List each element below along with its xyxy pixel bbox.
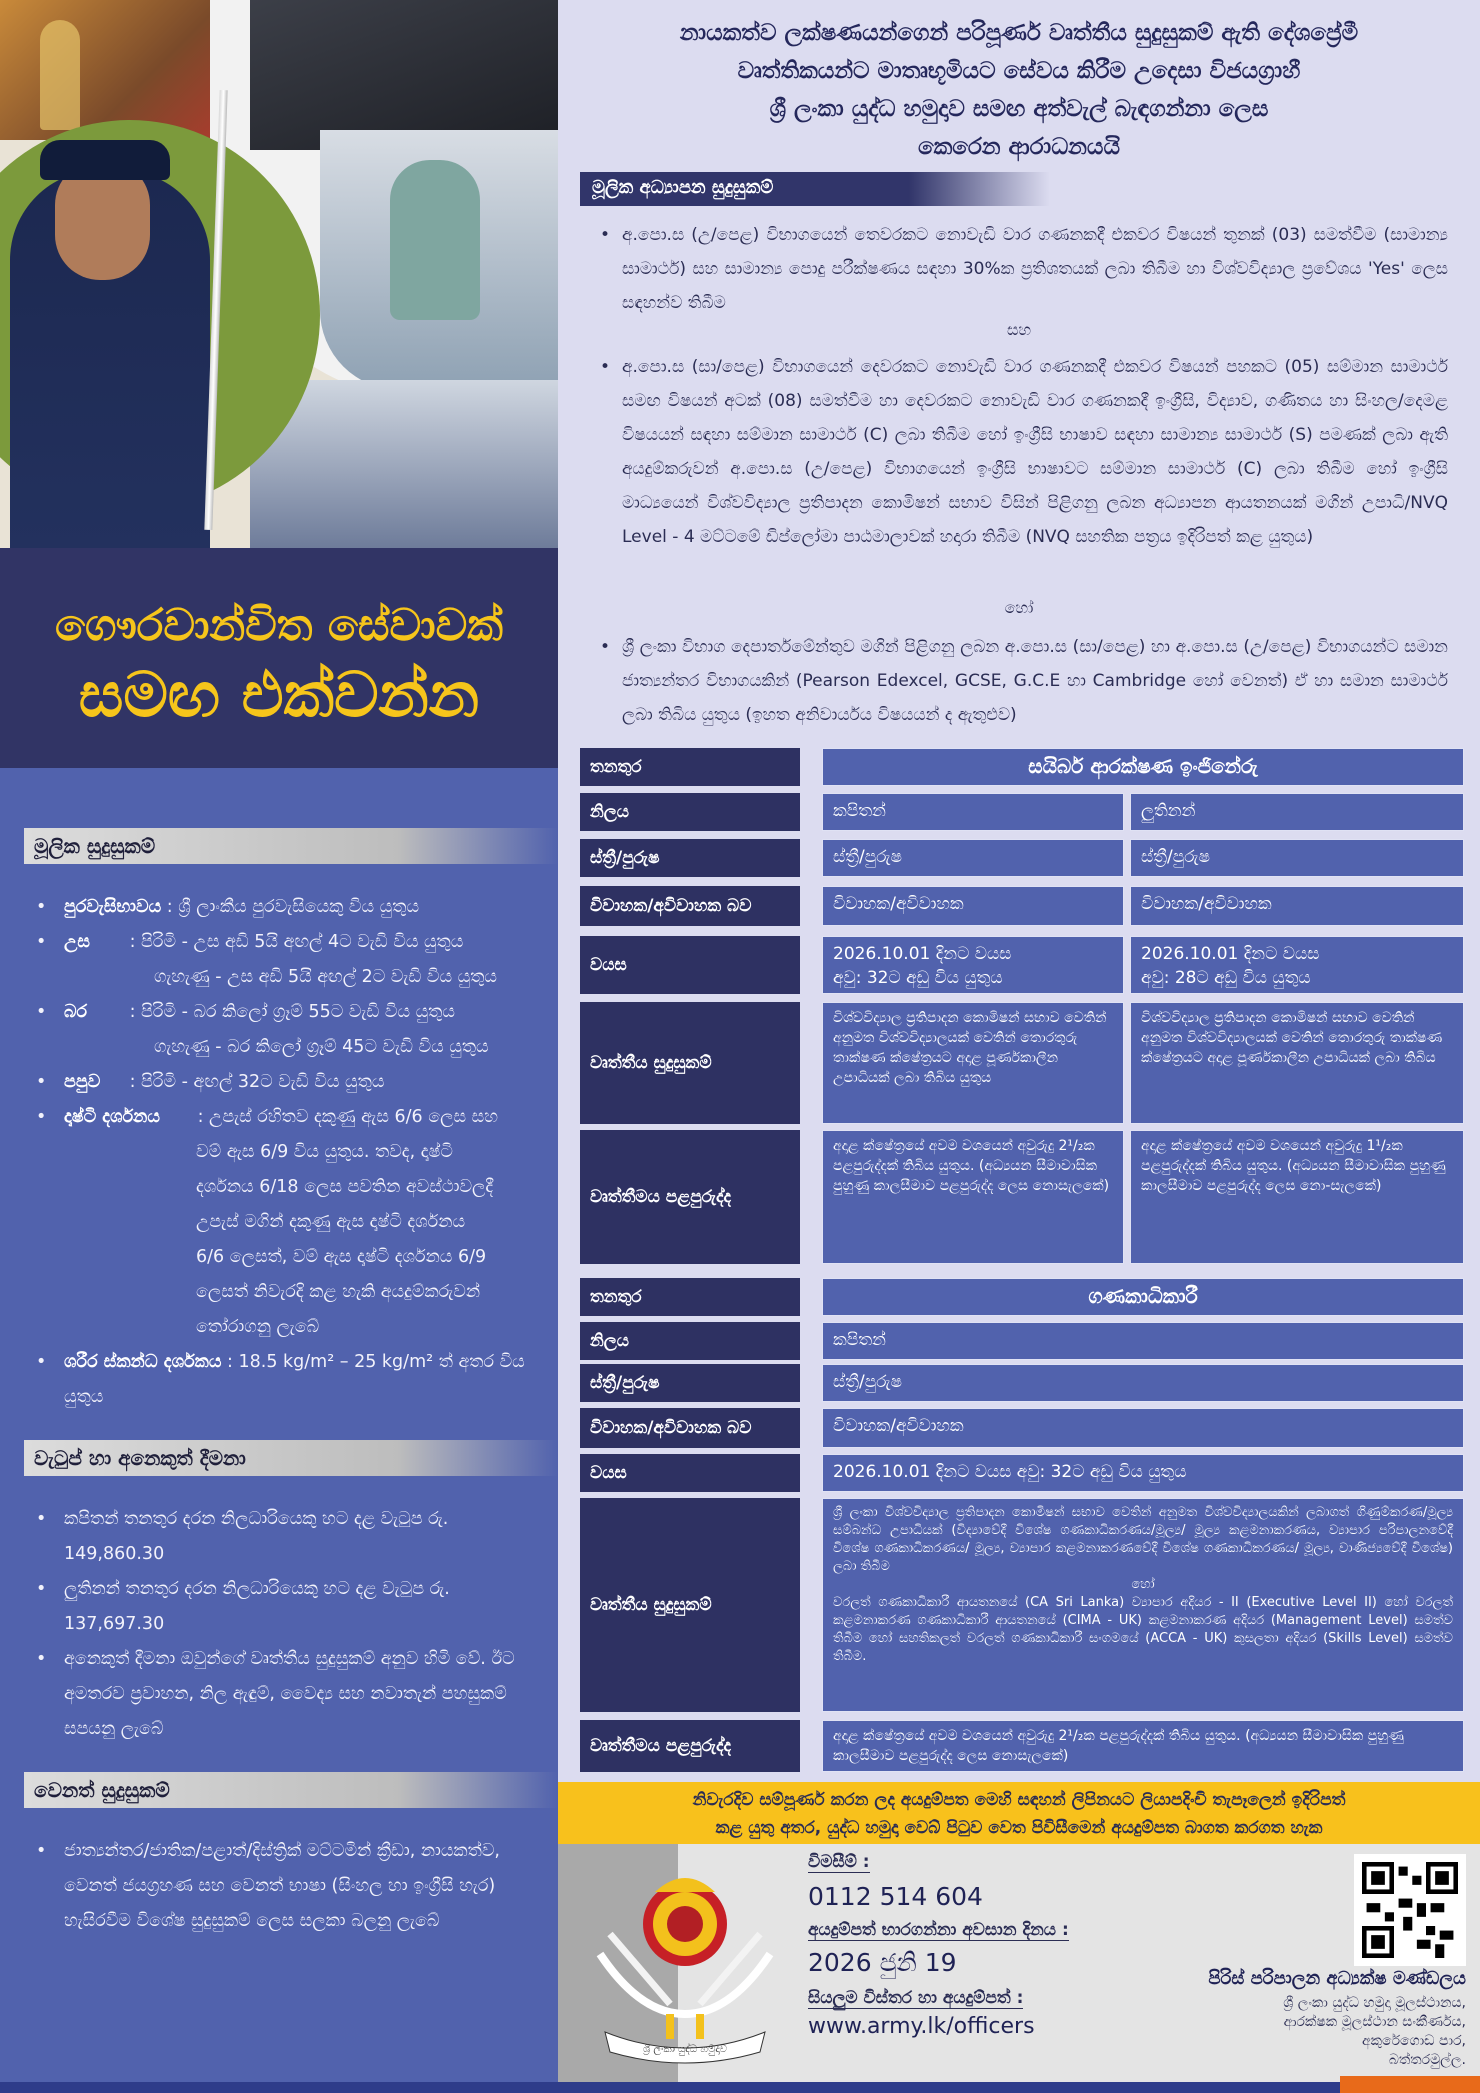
label-experience: වෘත්තීමය පළපුරුද්ද [580,1130,800,1264]
vision-line: උපැස් මගින් දකුණු ඇස දෘෂ්ටි දර්ශනය [196,1212,466,1232]
dancers-photo [0,0,235,140]
citizenship-value: : ශ්‍රී ලාංකීය පුරවැසියෙකු විය යුතුය [166,897,420,917]
other-qualification-item: • ජාත්‍යන්තර/ජාතික/පළාත්/දිස්ත්‍රික් මට්ටමින් ක්‍රීඩා, නායකත්ව, වෙනත් ජයග්‍රහණ සහ වෙනත් භාෂා (සිංහල හා ඉංග්‍රීසි හැර) හැසිරවීම විශේෂ සුදුසුකම් ලෙස සලකා බලනු ලැබේ [34,1834,538,1939]
accountant-age: 2026.10.01 දිනට වයස අවු: 32ට අඩු විය යුතුය [822,1454,1464,1492]
education-text: • අ.පො.ස (සා/පෙළ) විභාගයෙන් දෙවරකට නොවැඩි වාර ගණනකදී එකවර විෂයන් පහකට (05) සම්මාන සාමාර්ථ සමඟ විෂයන් අටක් (08) සමත්වීම හා දෙවරකට නොවැඩි වාර ගණනකදී ඉංග්‍රීසි, විද්‍යාව, ගණිතය හා සිංහල/දෙමළ විෂයයන් සඳහා සම්මාන සාමාර්ථ (C) ලබා තිබීම හෝ ඉංග්‍රීසි භාෂාව සඳහා සාමාන්‍ය සාමාර්ථ (S) පමණක් ලබා ඇති අයදුම්කරුවන් අ.පො.ස (උ/පෙළ) විභාගයෙන් ඉංග්‍රීසි භාෂාවට සම්මාන සාමාර්ථ (C) ලබා තිබීම හෝ ඉංග්‍රීසි මාධ්‍යයෙන් විශ්වවිද්‍යාල ප්‍රතිපාදන කොමිෂන් සභාව විසින් පිළිගනු ලබන අධ්‍යාපන ආයතනයක් මගින් උපාධි/NVQ Level - 4 මට්ටමේ ඩිප්ලෝමා පාඨමාලාවක් හදාරා තිබීම (NVQ සහතික පත්‍රය ඉදිරිපත් කළ යුතුය) [598,350,1448,554]
vision-line: තෝරාගනු ලැබේ [196,1317,320,1337]
bmi-label: ශරීර ස්කන්ධ දර්ශකය [64,1352,222,1372]
phone-number[interactable]: 0112 514 604 [808,1882,983,1911]
vision-line: දර්ශනය 6/18 ලෙස පවතින අවස්ථාවලදී [196,1177,494,1197]
accountant-post: ගණකාධිකාරී [822,1278,1464,1316]
education-heading: මූලික අධ්‍යාපන සුදුසුකම් [580,172,1050,206]
label-age: වයස [580,936,800,994]
bmi-value: : 18.5 kg/m² – 25 kg/m² ත් අතර විය යුතුය [64,1352,525,1407]
cyber-post: සයිබර් ආරක්ෂණ ඉංජිනේරු [822,748,1464,786]
salary-list [34,1502,538,1747]
education-item-2 [598,350,1448,554]
education-item-1 [598,218,1448,320]
basic-qualifications-list [34,890,538,1415]
age-line: අවු: 32ට අඩු විය යුතුය [833,968,1003,988]
join-line-1: ගෞරවාන්විත සේවාවක් [55,600,503,651]
cyber-gender-b: ස්ත්‍රී/පුරුෂ [1130,839,1464,877]
chest-item [34,1065,538,1100]
label-marital: විවාහක/අවිවාහක බව [580,1408,800,1448]
education-text: • ශ්‍රී ලංකා විභාග දෙපාර්තමේන්තුව මගින් පිළිගනු ලබන අ.පො.ස (සා/පෙළ) හා අ.පො.ස (උ/පෙළ) විභාගයන්ට සමාන ජාත්‍යන්තර විභාගයකින් (Pearson Edexcel, GCSE, G.C.E හා Cambridge හෝ වෙනත්) ඒ හා සමාන සාමාර්ථ ලබා තිබිය යුතුය (ඉහත අනිවාර්යය විෂයයන් ද ඇතුළුව) [598,630,1448,732]
accountant-qual-or: හෝ [1131,1577,1155,1592]
accountant-qual-professional: වරලත් ගණකාධිකාරී ආයතනයේ (CA Sri Lanka) ව්‍යාපාර අදියර - II (Executive Level II) හෝ වරලත් කළමනාකරණ ගණකාධිකාරී ආයතනයේ (CIMA - UK) කළමනාකරණ අදියර (Management Level) සමත්ව තිබීම හෝ සහතිකලත් වරලත් ගණකාධිකාරී සංගමයේ (ACCA - UK) කුසලතා අදියර (Skills Level) සමත්ව තිබීම. [833,1595,1453,1664]
cyber-qual-b: විශ්වවිද්‍යාල ප්‍රතිපාදන කොමිෂන් සභාව වෙතින් අනුමත විශ්වවිද්‍යාලයක් වෙතින් තොරතුරු තාක්ෂණ ක්ෂේත්‍රයට අදාළ පූර්ණකාලීන උපාධියක් ලබා තිබිය [1130,1002,1464,1124]
label-prof-qual: වෘත්තීය සුදුසුකම් [580,1002,800,1124]
vision-line: වම් ඇස 6/9 විය යුතුය. තවද, දෘෂ්ටි [196,1142,453,1162]
accountant-marital: විවාහක/අවිවාහක [822,1408,1464,1448]
qr-code-icon[interactable] [1354,1854,1466,1966]
label-age: වයස [580,1454,800,1492]
height-male: : පිරිමි - උස අඩි 5යි අඟල් 4ට වැඩි විය යුතුය [129,932,464,952]
inquiry-label: විමසීම් : [808,1852,870,1872]
bottom-accent [1340,2076,1480,2093]
height-female: ගැහැණු - උස අඩි 5යි අඟල් 2ට වැඩි විය යුතුය [154,967,498,987]
age-line: අවු: 28ට අඩු විය යුතුය [1141,968,1311,988]
title-line: කෙරෙන ආරාධනයයි [917,134,1121,160]
chest-label: පපුව [64,1072,101,1092]
age-line: 2026.10.01 දිනට වයස [1141,944,1320,964]
education-text: • අ.පො.ස (උ/පෙළ) විභාගයෙන් තෙවරකට නොවැඩි වාර ගණනකදී එකවර විෂයන් තුනක් (03) සමත්වීම (සාමාන්‍ය සාමාර්ථ) සහ සාමාන්‍ය පොදු පරීක්ෂණය සඳහා 30%ක ප්‍රතිශතයක් ලබා තිබීම හා විශ්වවිද්‍යාල ප්‍රවේශය 'Yes' ලෙස සඳහන්ව තිබීම [598,218,1448,320]
basic-qualifications-heading: මූලික සුදුසුකම් [24,828,558,864]
right-column [558,0,1480,2093]
page-title [558,14,1480,166]
department-address [1166,1994,1466,2070]
vision-line: 6/6 ලෙසත්, වම් ඇස දෘෂ්ටි දර්ශනය 6/9 [196,1247,487,1267]
label-marital: විවාහක/අවිවාහක බව [580,886,800,926]
other-qualifications-heading: වෙනත් සුදුසුකම් [24,1772,558,1808]
recruitment-photo-collage [0,0,558,548]
department-name: පිරිස් පරිපාලන අධ්‍යක්ෂ මණ්ඩලය [1208,1968,1466,1989]
server-technician-photo [320,130,558,390]
weight-male: : පිරිමි - බර කිලෝ ග්‍රෑම් 55ට වැඩි විය යුතුය [129,1002,455,1022]
cyber-marital-b: විවාහක/අවිවාහක [1130,886,1464,926]
details-label: සියලුම විස්තර හා අයදුම්පත් : [808,1988,1024,2008]
submission-notice [558,1782,1480,1844]
vision-label: දෘෂ්ටි දර්ශනය [64,1107,160,1127]
notice-line: නිවැරදිව සම්පූර්ණ කරන ලද අයදුම්පත මෙහි සඳහන් ලිපිනයට ලියාපදිංචි තැපෑලෙන් ඉදිරිපත් [692,1790,1346,1810]
deadline-label: අයදුම්පත් භාරගන්නා අවසාන දිනය : [808,1920,1069,1940]
citizenship-label: පුරවැසිභාවය [64,897,162,917]
cyber-exp-b: අදාළ ක්ෂේත්‍රයේ අවම වශයෙන් අවුරුදු 1¹/₂ක පළපුරුද්දක් තිබිය යුතුය. (අධ්‍යයන සීමාවාසික පුහුණු කාලසීමාව පළපුරුද්ද ලෙස නො-සැලකේ) [1130,1130,1464,1264]
website-link[interactable]: www.army.lk/officers [808,2014,1035,2039]
label-post: තනතුර [580,748,800,786]
accountant-qual [822,1498,1464,1712]
chest-value: : පිරිමි - අඟල් 32ට වැඩි විය යුතුය [129,1072,385,1092]
education-item-3 [598,630,1448,732]
left-column [0,0,558,2093]
footer [558,1844,1480,2082]
bmi-item [34,1345,538,1415]
accountant-exp: අදාළ ක්ෂේත්‍රයේ අවම වශයෙන් අවුරුදු 2¹/₂ක පළපුරුද්දක් තිබිය යුතුය. (අධ්‍යයන සීමාවාසික පුහුණු කාලසීමාව පළපුරුද්ද ලෙස නොසැලකේ) [822,1720,1464,1772]
cyber-marital-a: විවාහක/අවිවාහක [822,886,1124,926]
age-line: 2026.10.01 දිනට වයස [833,944,1012,964]
army-crest-icon [580,1864,790,2064]
weight-label: බර [64,1002,88,1022]
title-line: ශ්‍රී ලංකා යුද්ධ හමුදාව සමඟ අත්වැල් බැඳගන්නා ලෙස [769,96,1269,122]
captain-salary: • කපිතන් තනතුර දරන නිලධාරියෙකු හට දළ වැටුප රු. 149,860.30 [34,1502,538,1572]
notice-line: කළ යුතු අතර, යුද්ධ හමුදා වෙබ් පිටුව වෙත පිවිසීමෙන් අයදුම්පත බාගත කරගත හැක [715,1818,1323,1838]
bottom-bar [0,2082,1480,2093]
crest-motto: ශ්‍රී ලංකා යුද්ධ හමුදාව [643,2044,727,2055]
connector-and: සහ [1006,320,1032,339]
other-qualifications-list [34,1834,538,1939]
deadline-date: 2026 ජුනි 19 [808,1948,957,1977]
cyber-rank-captain: කපිතන් [822,793,1124,831]
address-line: බත්තරමුල්ල. [1388,2052,1466,2068]
label-post: තනතුර [580,1278,800,1316]
cyber-age-b [1130,936,1464,994]
title-line: වෘත්තිකයන්ට මාතෘභූමියට සේවය කිරීම උදෙසා විජයග්‍රාහී [737,58,1301,84]
join-banner [0,548,558,768]
vision-item [34,1100,538,1135]
height-label: උස [64,932,90,952]
label-gender: ස්ත්‍රී/පුරුෂ [580,1364,800,1402]
accountant-qual-degree: ශ්‍රී ලංකා විශ්වවිද්‍යාල ප්‍රතිපාදන කොමිෂන් සභාව වෙතින් අනුමත විශ්වවිද්‍යාලයකින් ලබාගත් ගිණුම්කරණ/මූල්‍ය සම්බන්ධ උපාධියක් (විද්‍යාවේදී විශේෂ ගණකාධිකරණය/මූල්‍ය/ මූල්‍ය කළමනාකරණය, ව්‍යාපාර පරිපාලනවේදී විශේෂ ගණකාධිකරණය/ මූල්‍ය, ව්‍යාපාර කළමනාකරණවේදී විශේෂ ගණකාධිකරණය/ මූල්‍ය, වාණිජ්‍යවේදී විශේෂ) ලබා තිබීම [833,1505,1453,1574]
cyber-exp-a: අදාළ ක්ෂේත්‍රයේ අවම වශයෙන් අවුරුදු 2¹/₂ක පළපුරුද්දක් තිබිය යුතුය. (අධ්‍යයන සීමාවාසික පුහුණු කාලසීමාව පළපුරුද්ද ලෙස නොසැලකේ) [822,1130,1124,1264]
address-line: අකුරේගොඩ පාර, [1362,2033,1466,2049]
title-line: නායකත්ව ලක්ෂණයන්ගෙන් පරිපූර්ණ වෘත්තීය සුදුසුකම් ඇති දේශප්‍රේමී [679,20,1359,46]
height-item [34,925,538,960]
weight-item [34,995,538,1030]
label-rank: නිලය [580,793,800,831]
vision-line: : උපැස් රහිතව දකුණු ඇස 6/6 ලෙස සහ [197,1107,498,1127]
label-prof-qual: වෘත්තීය සුදුසුකම් [580,1498,800,1712]
cyber-gender-a: ස්ත්‍රී/පුරුෂ [822,839,1124,877]
label-rank: නිලය [580,1322,800,1360]
address-line: ශ්‍රී ලංකා යුද්ධ හමුදා මූලස්ථානය, [1283,1995,1466,2011]
cyber-qual-a: විශ්වවිද්‍යාල ප්‍රතිපාදන කොමිෂන් සභාව වෙතින් අනුමත විශ්වවිද්‍යාලයක් වෙතින් තොරතුරු තාක්ෂණ ක්ෂේත්‍රයට අදාළ පූර්ණකාලීන උපාධියක් ලබා තිබිය යුතුය [822,1002,1124,1124]
cyber-rank-lieutenant: ලුතිනන් [1130,793,1464,831]
citizenship-item [34,890,538,925]
accountant-gender: ස්ත්‍රී/පුරුෂ [822,1364,1464,1402]
salary-heading: වැටුප් හා අනෙකුත් දීමනා [24,1440,558,1476]
weight-female: ගැහැණු - බර කිලෝ ග්‍රෑම් 45ට වැඩි විය යුතුය [154,1037,489,1057]
label-experience: වෘත්තීමය පළපුරුද්ද [580,1720,800,1772]
allowances: • අනෙකුත් දීමනා ඔවුන්ගේ වෘත්තීය සුදුසුකම් අනුව හිමි වේ. ඊට අමතරව ප්‍රවාහන, නිල ඇඳුම්, වෛද්‍ය සහ නවාතැන් පහසුකම් සපයනු ලැබේ [34,1642,538,1747]
join-line-2: සමඟ එක්වන්න [78,658,480,731]
cyber-age-a [822,936,1124,994]
label-gender: ස්ත්‍රී/පුරුෂ [580,839,800,877]
vision-line: ලෙසත් නිවැරදි කළ හැකි අයදුම්කරුවන් [196,1282,481,1302]
officer-photo [10,170,210,548]
lieutenant-salary: • ලුතිනන් තනතුර දරන නිලධාරියෙකු හට දළ වැටුප රු. 137,697.30 [34,1572,538,1642]
accountant-rank: කපිතන් [822,1322,1464,1360]
address-line: ආරක්ෂක මූලස්ථාන සංකීර්ණය, [1283,2014,1466,2030]
sound-engineer-photo [250,0,558,150]
connector-or: හෝ [1004,598,1034,617]
